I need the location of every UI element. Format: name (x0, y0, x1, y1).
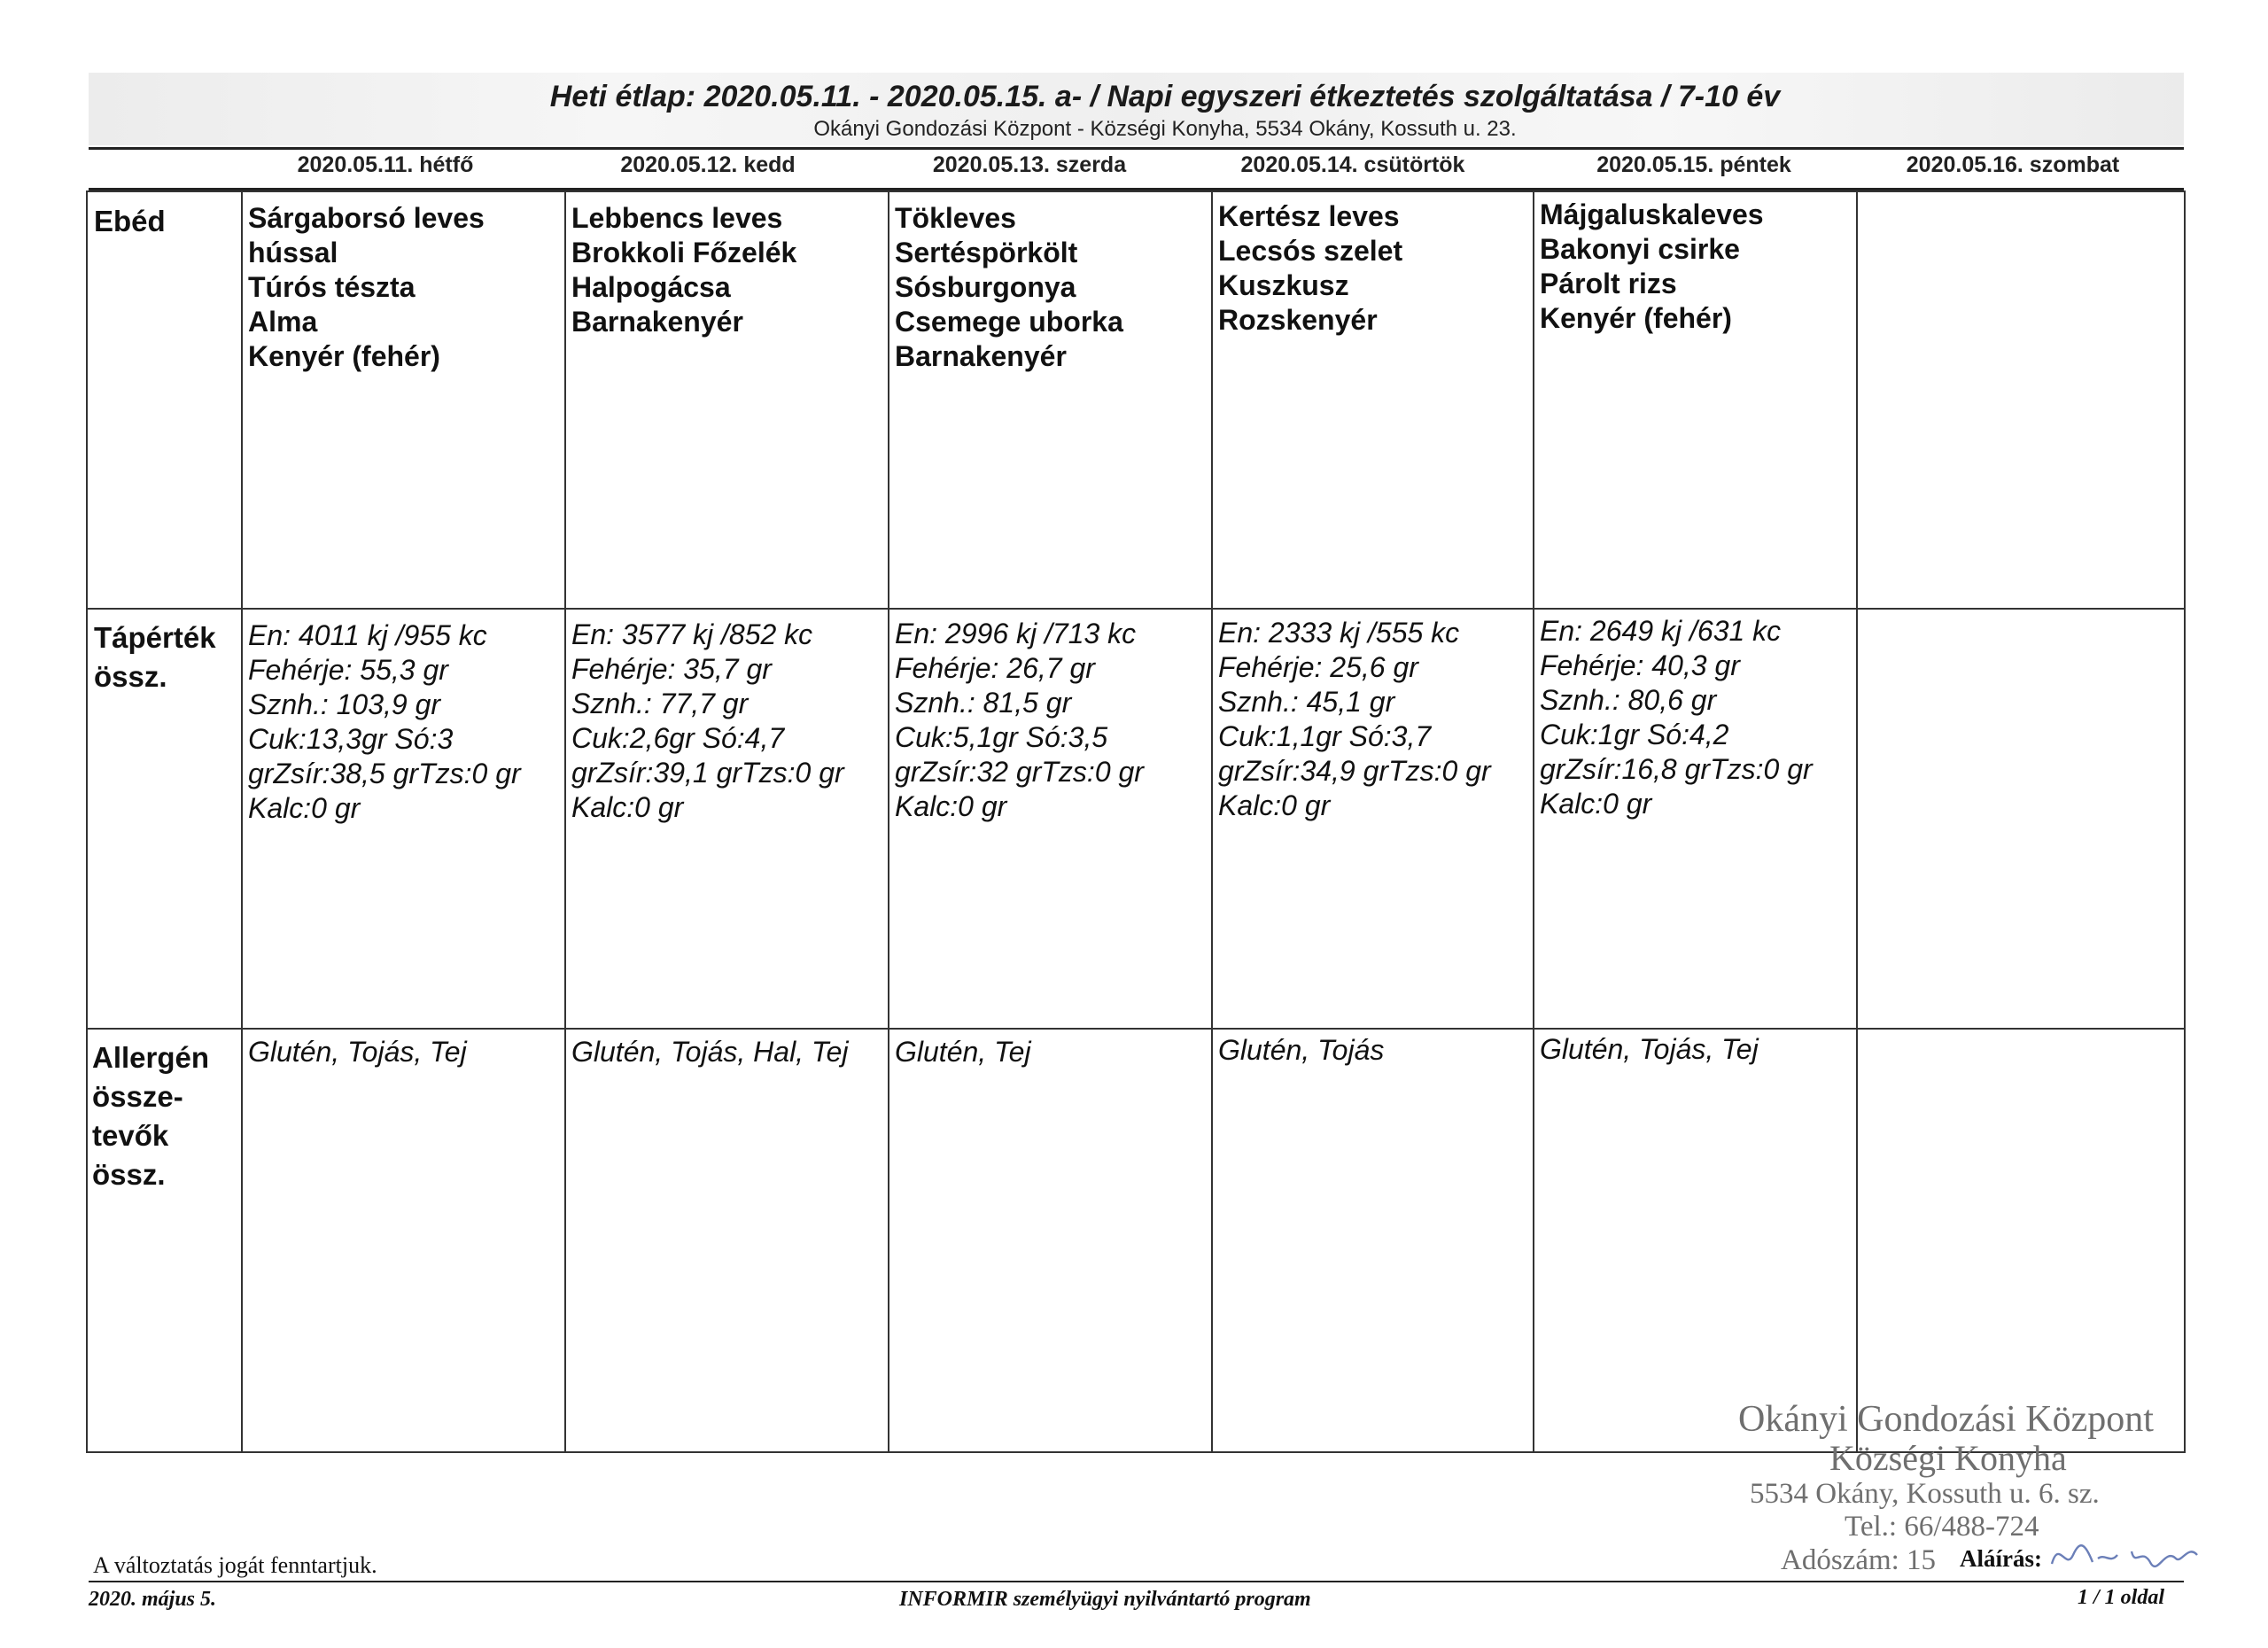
grid-col-divider (2184, 190, 2186, 1453)
signature-label: Aláírás: (1960, 1545, 2042, 1572)
day-header: 2020.05.16. szombat (1906, 152, 2120, 177)
allergen-cell-tuesday: Glutén, Tojás, Hal, Tej (571, 1036, 849, 1068)
lunch-cell-wednesday: Tökleves Sertéspörkölt Sósburgonya Csemege uborka Barnakenyér (895, 202, 1123, 372)
page-subtitle: Okányi Gondozási Központ - Községi Konyha, 5534 Okány, Kossuth u. 23. (813, 117, 1517, 141)
row-label-nutrition: Tápérték össz. (94, 621, 216, 693)
grid-row-divider (86, 1028, 2186, 1030)
handwritten-signature (2047, 1528, 2206, 1582)
day-header: 2020.05.11. hétfő (297, 152, 474, 177)
footer-rule (89, 1581, 2184, 1582)
footer-date: 2020. május 5. (89, 1588, 217, 1611)
stamp-line-kitchen: Községi Konyha (1829, 1438, 2067, 1478)
day-header: 2020.05.14. csütörtök (1240, 152, 1465, 177)
nutrition-cell-friday: En: 2649 kj /631 kc Fehérje: 40,3 gr Sznh.: 80,6 gr Cuk:1gr Só:4,2 grZsír:16,8 grTzs:0 gr Kalc:0 gr (1540, 615, 1813, 820)
day-header: 2020.05.13. szerda (932, 152, 1127, 177)
lunch-cell-thursday: Kertész leves Lecsós szelet Kuszkusz Rozskenyér (1218, 200, 1403, 336)
grid-col-divider (1856, 190, 1858, 1453)
row-label-allergens: Allergén össze- tevők össz. (92, 1041, 210, 1191)
day-header: 2020.05.12. kedd (620, 152, 796, 177)
allergen-cell-monday: Glutén, Tojás, Tej (248, 1036, 467, 1068)
disclaimer-text: A változtatás jogát fenntartjuk. (93, 1552, 377, 1578)
stamp-line-tax: Adószám: 15 (1781, 1544, 1937, 1576)
page-title: Heti étlap: 2020.05.11. - 2020.05.15. a- / Napi egyszeri étkeztetés szolgáltatása / 7-10 év (549, 80, 1781, 113)
grid-col-divider (86, 190, 88, 1453)
lunch-cell-friday: Májgaluskaleves Bakonyi csirke Párolt rizs Kenyér (fehér) (1540, 198, 1764, 334)
stamp-line-name: Okányi Gondozási Központ (1738, 1399, 2154, 1440)
stamp-line-phone: Tel.: 66/488-724 (1845, 1511, 2039, 1543)
nutrition-cell-monday: En: 4011 kj /955 kc Fehérje: 55,3 gr Sznh.: 103,9 gr Cuk:13,3gr Só:3 grZsír:38,5 grTzs:0 gr Kalc:0 gr (248, 619, 521, 824)
footer-page-number: 1 / 1 oldal (2078, 1586, 2165, 1609)
allergen-cell-friday: Glutén, Tojás, Tej (1540, 1033, 1759, 1065)
header-rule (89, 147, 2184, 150)
lunch-cell-monday: Sárgaborsó leves hússal Túrós tészta Alma Kenyér (fehér) (248, 202, 485, 372)
footer-program: INFORMIR személyügyi nyilvántartó program (899, 1588, 1311, 1611)
stamp-line-address: 5534 Okány, Kossuth u. 6. sz. (1750, 1478, 2100, 1510)
nutrition-cell-wednesday: En: 2996 kj /713 kc Fehérje: 26,7 gr Sznh.: 81,5 gr Cuk:5,1gr Só:3,5 grZsír:32 grTzs:0 gr Kalc:0 gr (895, 618, 1144, 822)
row-label-lunch: Ebéd (94, 205, 166, 237)
grid-border-top (86, 190, 2186, 192)
grid-col-divider (1533, 190, 1534, 1453)
day-header: 2020.05.15. péntek (1596, 152, 1791, 177)
allergen-cell-wednesday: Glutén, Tej (895, 1036, 1031, 1068)
grid-row-divider (86, 608, 2186, 610)
nutrition-cell-thursday: En: 2333 kj /555 kc Fehérje: 25,6 gr Sznh.: 45,1 gr Cuk:1,1gr Só:3,7 grZsír:34,9 grTzs:0 gr Kalc:0 gr (1218, 617, 1491, 821)
allergen-cell-thursday: Glutén, Tojás (1218, 1034, 1385, 1066)
lunch-cell-tuesday: Lebbencs leves Brokkoli Főzelék Halpogácsa Barnakenyér (571, 202, 797, 338)
nutrition-cell-tuesday: En: 3577 kj /852 kc Fehérje: 35,7 gr Sznh.: 77,7 gr Cuk:2,6gr Só:4,7 grZsír:39,1 grTzs:0 gr Kalc:0 gr (571, 618, 844, 823)
